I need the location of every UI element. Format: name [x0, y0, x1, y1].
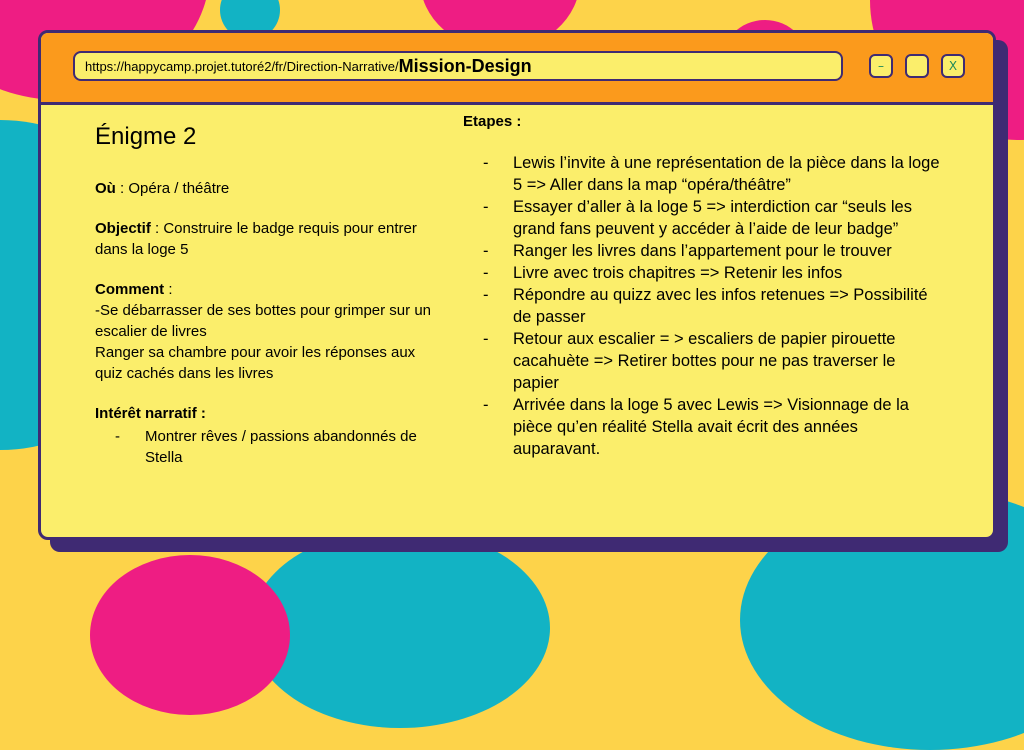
page-title: Énigme 2: [95, 123, 197, 150]
narrative-interest-label: Intérêt narratif :: [95, 405, 206, 422]
step-item: - Retour aux escalier = > escaliers de papier pirouette cacahuète => Retirer bottes pour ne pas traverser le papier: [461, 328, 941, 394]
minimize-button[interactable]: [869, 54, 893, 78]
location-value: : Opéra / théâtre: [115, 180, 230, 197]
browser-window: [38, 30, 996, 540]
enigma-summary: [95, 123, 435, 487]
objective-field: [95, 218, 435, 260]
step-item: - Répondre au quizz avec les infos retenues => Possibilité de passer: [461, 284, 941, 328]
steps-list: [461, 152, 941, 460]
narrative-interest-list: [95, 426, 435, 468]
list-item: - Montrer rêves / passions abandonnés de Stella: [95, 426, 435, 468]
step-item: - Arrivée dans la loge 5 avec Lewis => Visionnage de la pièce qu’en réalité Stella avait écrit des années auparavant.: [461, 394, 941, 460]
method-heading: [95, 279, 435, 300]
objective-value: : Construire le badge requis pour entrer dans la loge 5: [95, 220, 417, 258]
step-item: - Essayer d’aller à la loge 5 => interdiction car “seuls les grand fans peuvent y accéder à l’aide de leur badge”: [461, 196, 941, 240]
location-field: [95, 178, 435, 199]
title-bar: [41, 33, 993, 105]
narrative-interest-field: [95, 403, 435, 468]
method-label: Comment: [95, 281, 165, 298]
close-icon: X: [948, 59, 958, 73]
method-line: Ranger sa chambre pour avoir les réponses aux quiz cachés dans les livres: [95, 344, 416, 382]
background-blob-teal-bottom: [250, 528, 550, 728]
method-line: -Se débarrasser de ses bottes pour grimper sur un escalier de livres: [95, 302, 431, 340]
address-bar[interactable]: [73, 51, 843, 81]
close-button[interactable]: [941, 54, 965, 78]
method-field: [95, 279, 435, 384]
step-item: - Ranger les livres dans l’appartement pour le trouver: [461, 240, 941, 262]
location-label: Où: [95, 180, 116, 197]
maximize-button[interactable]: [905, 54, 929, 78]
steps-heading: Etapes :: [463, 113, 522, 130]
steps-section: [461, 113, 941, 460]
url-page-name: Mission-Design: [398, 55, 532, 76]
method-label-suffix: :: [164, 281, 173, 298]
objective-label: Objectif: [95, 220, 151, 237]
step-item: - Livre avec trois chapitres => Retenir les infos: [461, 262, 941, 284]
url-path: https://happycamp.projet.tutoré2/fr/Direction-Narrative/: [85, 58, 399, 74]
background-blob-pink-bottom: [90, 555, 290, 715]
minimize-icon: –: [878, 59, 884, 73]
step-item: - Lewis l’invite à une représentation de la pièce dans la loge 5 => Aller dans la map “opéra/théâtre”: [461, 152, 941, 196]
